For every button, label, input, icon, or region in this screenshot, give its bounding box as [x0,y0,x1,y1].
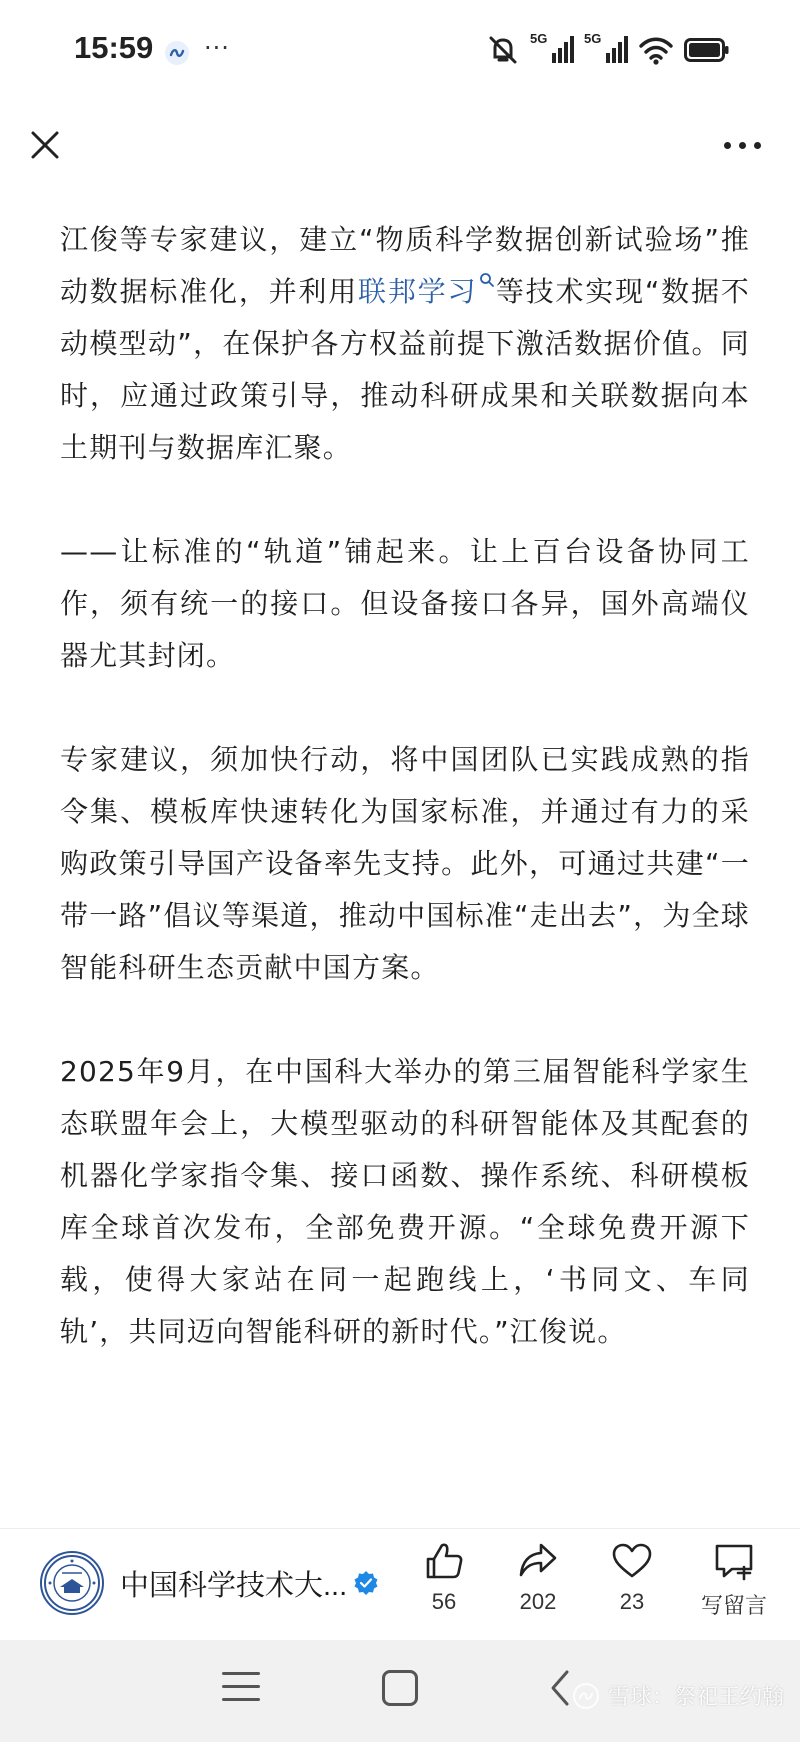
favorite-count: 23 [619,1589,645,1614]
action-buttons [414,1539,772,1620]
share-count: 202 [519,1589,557,1614]
system-nav-bar [0,1640,800,1742]
watermark-text: 雪球：祭祀王约翰 [607,1685,784,1710]
article-paragraph [60,214,750,474]
more-dot [724,142,731,149]
article-body [60,214,750,1358]
mute-icon [486,33,520,67]
author-name[interactable]: 中国科学技术大... [120,1569,348,1602]
like-count: 56 [431,1589,457,1614]
top-nav [0,112,800,182]
status-time: 15:59 [74,30,154,65]
signal-5g-icon [530,33,574,67]
article-paragraph: ——让标准的“轨道”铺起来。让上百台设备协同工作，须有统一的接口。但设备接口各异，国外高端仪器尤其封闭。 [60,535,750,672]
back-button[interactable] [545,1668,575,1708]
search-icon [479,272,495,288]
comment-label: 写留言 [700,1593,767,1618]
close-icon [30,130,60,160]
menu-line [222,1672,260,1675]
signal-5g-label: 5G [584,31,602,46]
article-paragraph: 2025年9月，在中国科大举办的第三届智能科学家生态联盟年会上，大模型驱动的科研智能体及其配套的机器化学家指令集、接口函数、操作系统、科研模板库全球首次发布，全部免费开源。“全球免费开源下载，使得大家站在同一起跑线上，‘书同文、车同轨’，共同迈向智能科研的新时代。”江俊说。 [60,1055,750,1348]
keyword-link[interactable] [358,275,495,308]
author-profile[interactable] [40,1551,379,1615]
battery-icon [684,37,730,63]
close-button[interactable] [22,122,68,168]
keyword-link-text[interactable]: 联邦学习 [358,275,478,308]
home-button[interactable] [382,1670,418,1706]
menu-line [222,1685,260,1688]
comment-button[interactable] [696,1539,772,1620]
more-dot [754,142,761,149]
article-paragraph: 专家建议，须加快行动，将中国团队已实践成熟的指令集、模板库快速转化为国家标准，并通过有力的采购政策引导国产设备率先支持。此外，可通过共建“一带一路”倡议等渠道，推动中国标准“走出去”，为全球智能科研生态贡献中国方案。 [60,743,750,984]
university-seal-icon [42,1553,102,1613]
share-button[interactable] [508,1539,568,1620]
paragraph-text: 江俊等专家建议，建立“物质科学数据创新试验场”推动数据标准化，并利用 [60,223,750,308]
bottom-action-bar [0,1528,800,1640]
status-more-icon: ··· [204,34,230,62]
favorite-button[interactable] [602,1539,662,1620]
status-bar [0,0,800,100]
more-options-button[interactable] [714,122,770,168]
comment-add-icon [712,1539,756,1583]
menu-line [222,1698,260,1701]
status-icons [486,32,730,68]
recent-apps-button[interactable] [222,1672,260,1706]
heart-icon [610,1539,654,1583]
avatar[interactable] [40,1551,104,1615]
more-dot [739,142,746,149]
signal-5g-icon [584,33,628,67]
signal-5g-label: 5G [530,31,548,46]
app-notification-icon [164,40,190,66]
snowball-logo-icon [572,1682,600,1710]
share-icon [516,1539,560,1583]
like-button[interactable] [414,1539,474,1620]
thumbs-up-icon [422,1539,466,1583]
verified-icon [353,1570,379,1596]
wifi-icon [638,34,674,66]
watermark [572,1680,784,1711]
paragraph-text: 等技术实现“数据不动模型动”，在保护各方权益前提下激活数据价值。同时，应通过政策引导，推动科研成果和关联数据向本土期刊与数据库汇聚。 [60,275,750,464]
